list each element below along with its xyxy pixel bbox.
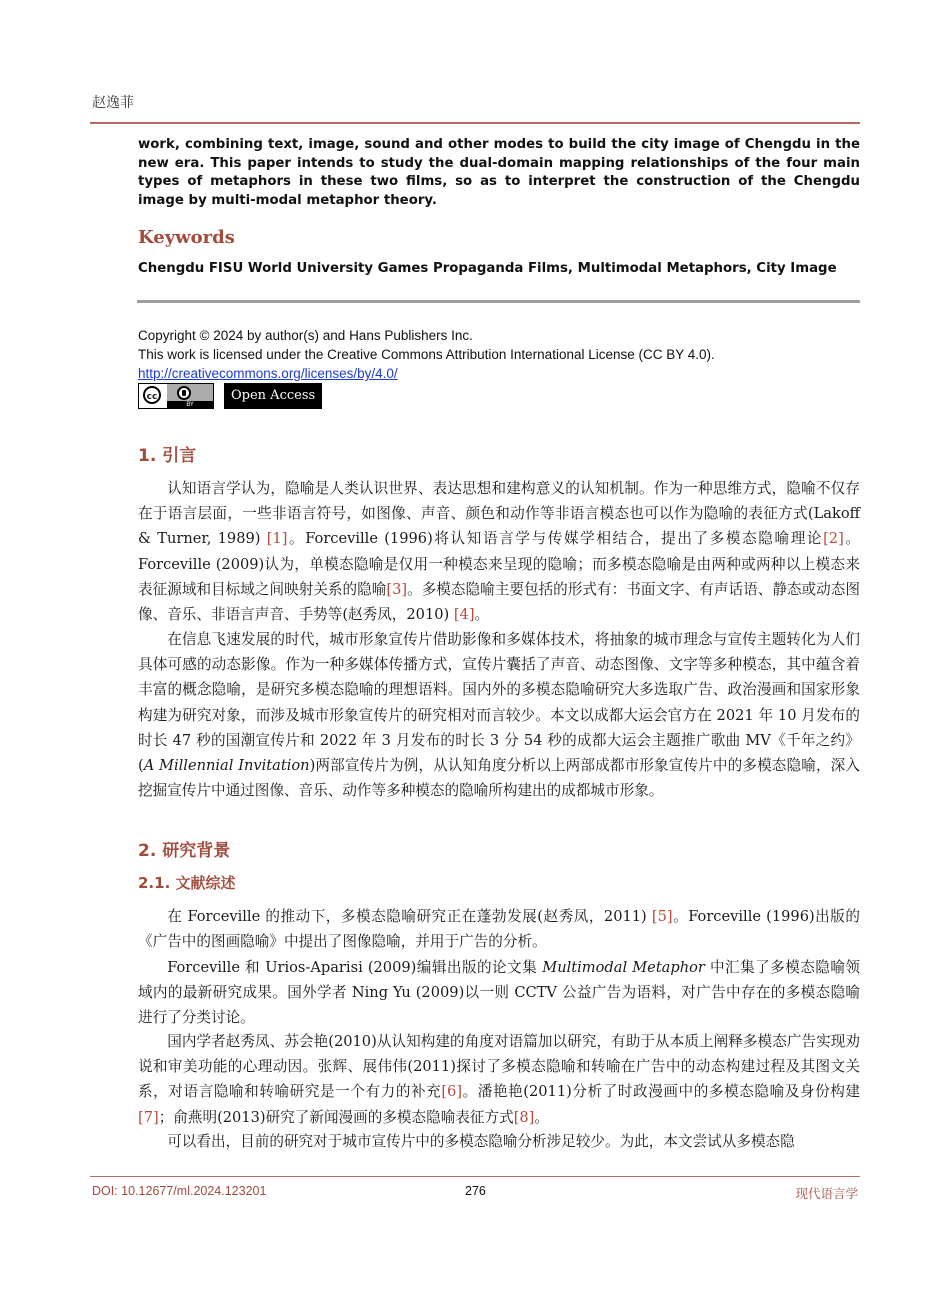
text: 。潘艳艳(2011)分析了时政漫画中的多模态隐喻及身份构建 — [462, 1083, 860, 1101]
text: Forceville 和 Urios-Aparisi (2009)编辑出版的论文集 — [167, 959, 543, 976]
section-1-paragraph-2 — [138, 627, 860, 803]
keywords-heading: Keywords — [138, 227, 235, 248]
footer-doi[interactable]: DOI: 10.12677/ml.2024.123201 — [92, 1184, 267, 1198]
italic-title: A Millennial Invitation — [143, 757, 310, 775]
license-link[interactable]: http://creativecommons.org/licenses/by/4.0/ — [138, 366, 398, 381]
text: 。 — [474, 606, 490, 624]
text: 。Forceville (1996)将认知语言学与传媒学相结合，提出了多模态隐喻理论 — [287, 530, 824, 548]
citation-link[interactable]: [8] — [513, 1108, 535, 1126]
text: 在 Forceville 的推动下，多模态隐喻研究正在蓬勃发展(赵秀凤，2011) — [167, 908, 652, 925]
citation-link[interactable]: [6] — [441, 1083, 463, 1101]
text: )两部宣传片为例，从认知角度分析以上两部成都市形象宣传片中的多模态隐喻，深入挖掘宣传片中通过图像、音乐、动作等多种模态的隐喻所构建出的成都城市形象。 — [138, 757, 861, 800]
section-2-1-paragraph-2 — [138, 955, 860, 1031]
section-2-heading: 2. 研究背景 — [138, 841, 231, 861]
citation-link[interactable]: [4] — [453, 606, 475, 624]
license-badges — [138, 383, 322, 409]
copyright-block — [138, 326, 715, 383]
citation-link[interactable]: [5] — [651, 908, 673, 925]
text: ；俞燕明(2013)研究了新闻漫画的多模态隐喻表征方式 — [158, 1108, 514, 1126]
citation-link[interactable]: [3] — [386, 580, 408, 598]
footer-page-number: 276 — [465, 1184, 486, 1198]
cc-icon: cc — [143, 386, 161, 404]
cc-by-badge[interactable] — [138, 383, 214, 409]
keywords-text: Chengdu FISU World University Games Propaganda Films, Multimodal Metaphors, City Image — [138, 261, 837, 276]
text: 在信息飞速发展的时代，城市形象宣传片借助影像和多媒体技术，将抽象的城市理念与宣传主题转化为人们具体可感的动态影像。作为一种多媒体传播方式，宣传片囊括了声音、动态图像、文字等多种模态，其中蕴含着丰富的概念隐喻，是研究多模态隐喻的理想语料。国内外的多模态隐喻研究大多选取广告、政治漫画和国家形象构建为研究对象，而涉及城市形象宣传片的研究相对而言较少。本文以成都大运会官方在 2021 年 10 月发布的时长 47 秒的国潮宣传片和 2022 年 3 月发布的时长 3 分 54 秒的成都大运会主题推广歌曲 MV《千年之约》( — [138, 631, 860, 775]
citation-link[interactable]: [1] — [266, 530, 288, 548]
text: 国内学者赵秀凤、苏会艳(2010)从认知构建的角度对语篇加以研究，有助于从本质上阐释多模态广告实现劝说和审美功能的心理动因。张辉、展伟伟(2011)探讨了多模态隐喻和转喻在广告中的动态构建过程及其图文关系，对语言隐喻和转喻研究是一个有力的补充 — [138, 1033, 860, 1101]
text: 。Forceville (1996)出版的《广告中的图画隐喻》中提出了图像隐喻，并用于广告的分析。 — [138, 908, 860, 951]
footer-divider — [90, 1176, 860, 1177]
person-icon — [177, 386, 191, 400]
abstract-continuation: work, combining text, image, sound and other modes to build the city image of Chengdu in the new era. This paper intends to study the dual-domain mapping relationships of the four main types of metaphors in these two films, so as to interpret the construction of the Chengdu image by multi-modal metaphor theory. — [138, 137, 860, 208]
section-2-1-paragraph-4: 可以看出，目前的研究对于城市宣传片中的多模态隐喻分析涉足较少。为此，本文尝试从多模态隐 — [167, 1133, 795, 1150]
section-divider — [137, 300, 860, 303]
citation-link[interactable]: [2] — [823, 530, 844, 548]
section-1-heading: 1. 引言 — [138, 446, 197, 466]
header-divider — [90, 122, 860, 124]
section-1-paragraph-1 — [138, 476, 860, 627]
section-2-1-paragraph-3 — [138, 1029, 860, 1130]
text: 中汇集了多模态隐喻领域内的最新研究成果。国外学者 Ning Yu (2009)以一则 CCTV 公益广告为语料，对广告中存在的多模态隐喻进行了分类讨论。 — [138, 959, 860, 1027]
italic-title: Multimodal Metaphor — [542, 959, 705, 976]
text: 。多模态隐喻主要包括的形式有：书面文字、有声话语、静态或动态图像、音乐、非语言声音、手势等(赵秀凤，2010) — [138, 580, 860, 624]
section-2-1-heading: 2.1. 文献综述 — [138, 874, 236, 892]
footer-journal-name: 现代语言学 — [795, 1186, 858, 1201]
text: 。Forceville (2009)认为，单模态隐喻是仅用一种模态来呈现的隐喻；而多模态隐喻是由两种或两种以上模态来表征源域和目标域之间映射关系的隐喻 — [138, 530, 860, 598]
text: 认知语言学认为，隐喻是人类认识世界、表达思想和建构意义的认知机制。作为一种思维方式，隐喻不仅存在于语言层面，一些非语言符号，如图像、声音、颜色和动作等非语言模态也可以作为隐喻的表征方式(Lakoff & Turner, 1989) — [138, 480, 860, 548]
running-header-author: 赵逸菲 — [92, 95, 134, 111]
copyright-line: Copyright © 2024 by author(s) and Hans Publishers Inc. — [138, 328, 473, 343]
citation-link[interactable]: [7] — [138, 1108, 159, 1126]
by-label: BY — [167, 401, 213, 408]
text: 。 — [534, 1108, 549, 1126]
open-access-badge[interactable]: Open Access — [224, 383, 322, 409]
license-line: This work is licensed under the Creative Commons Attribution International License (CC BY 4.0). — [138, 347, 715, 362]
section-2-1-paragraph-1 — [138, 904, 860, 954]
